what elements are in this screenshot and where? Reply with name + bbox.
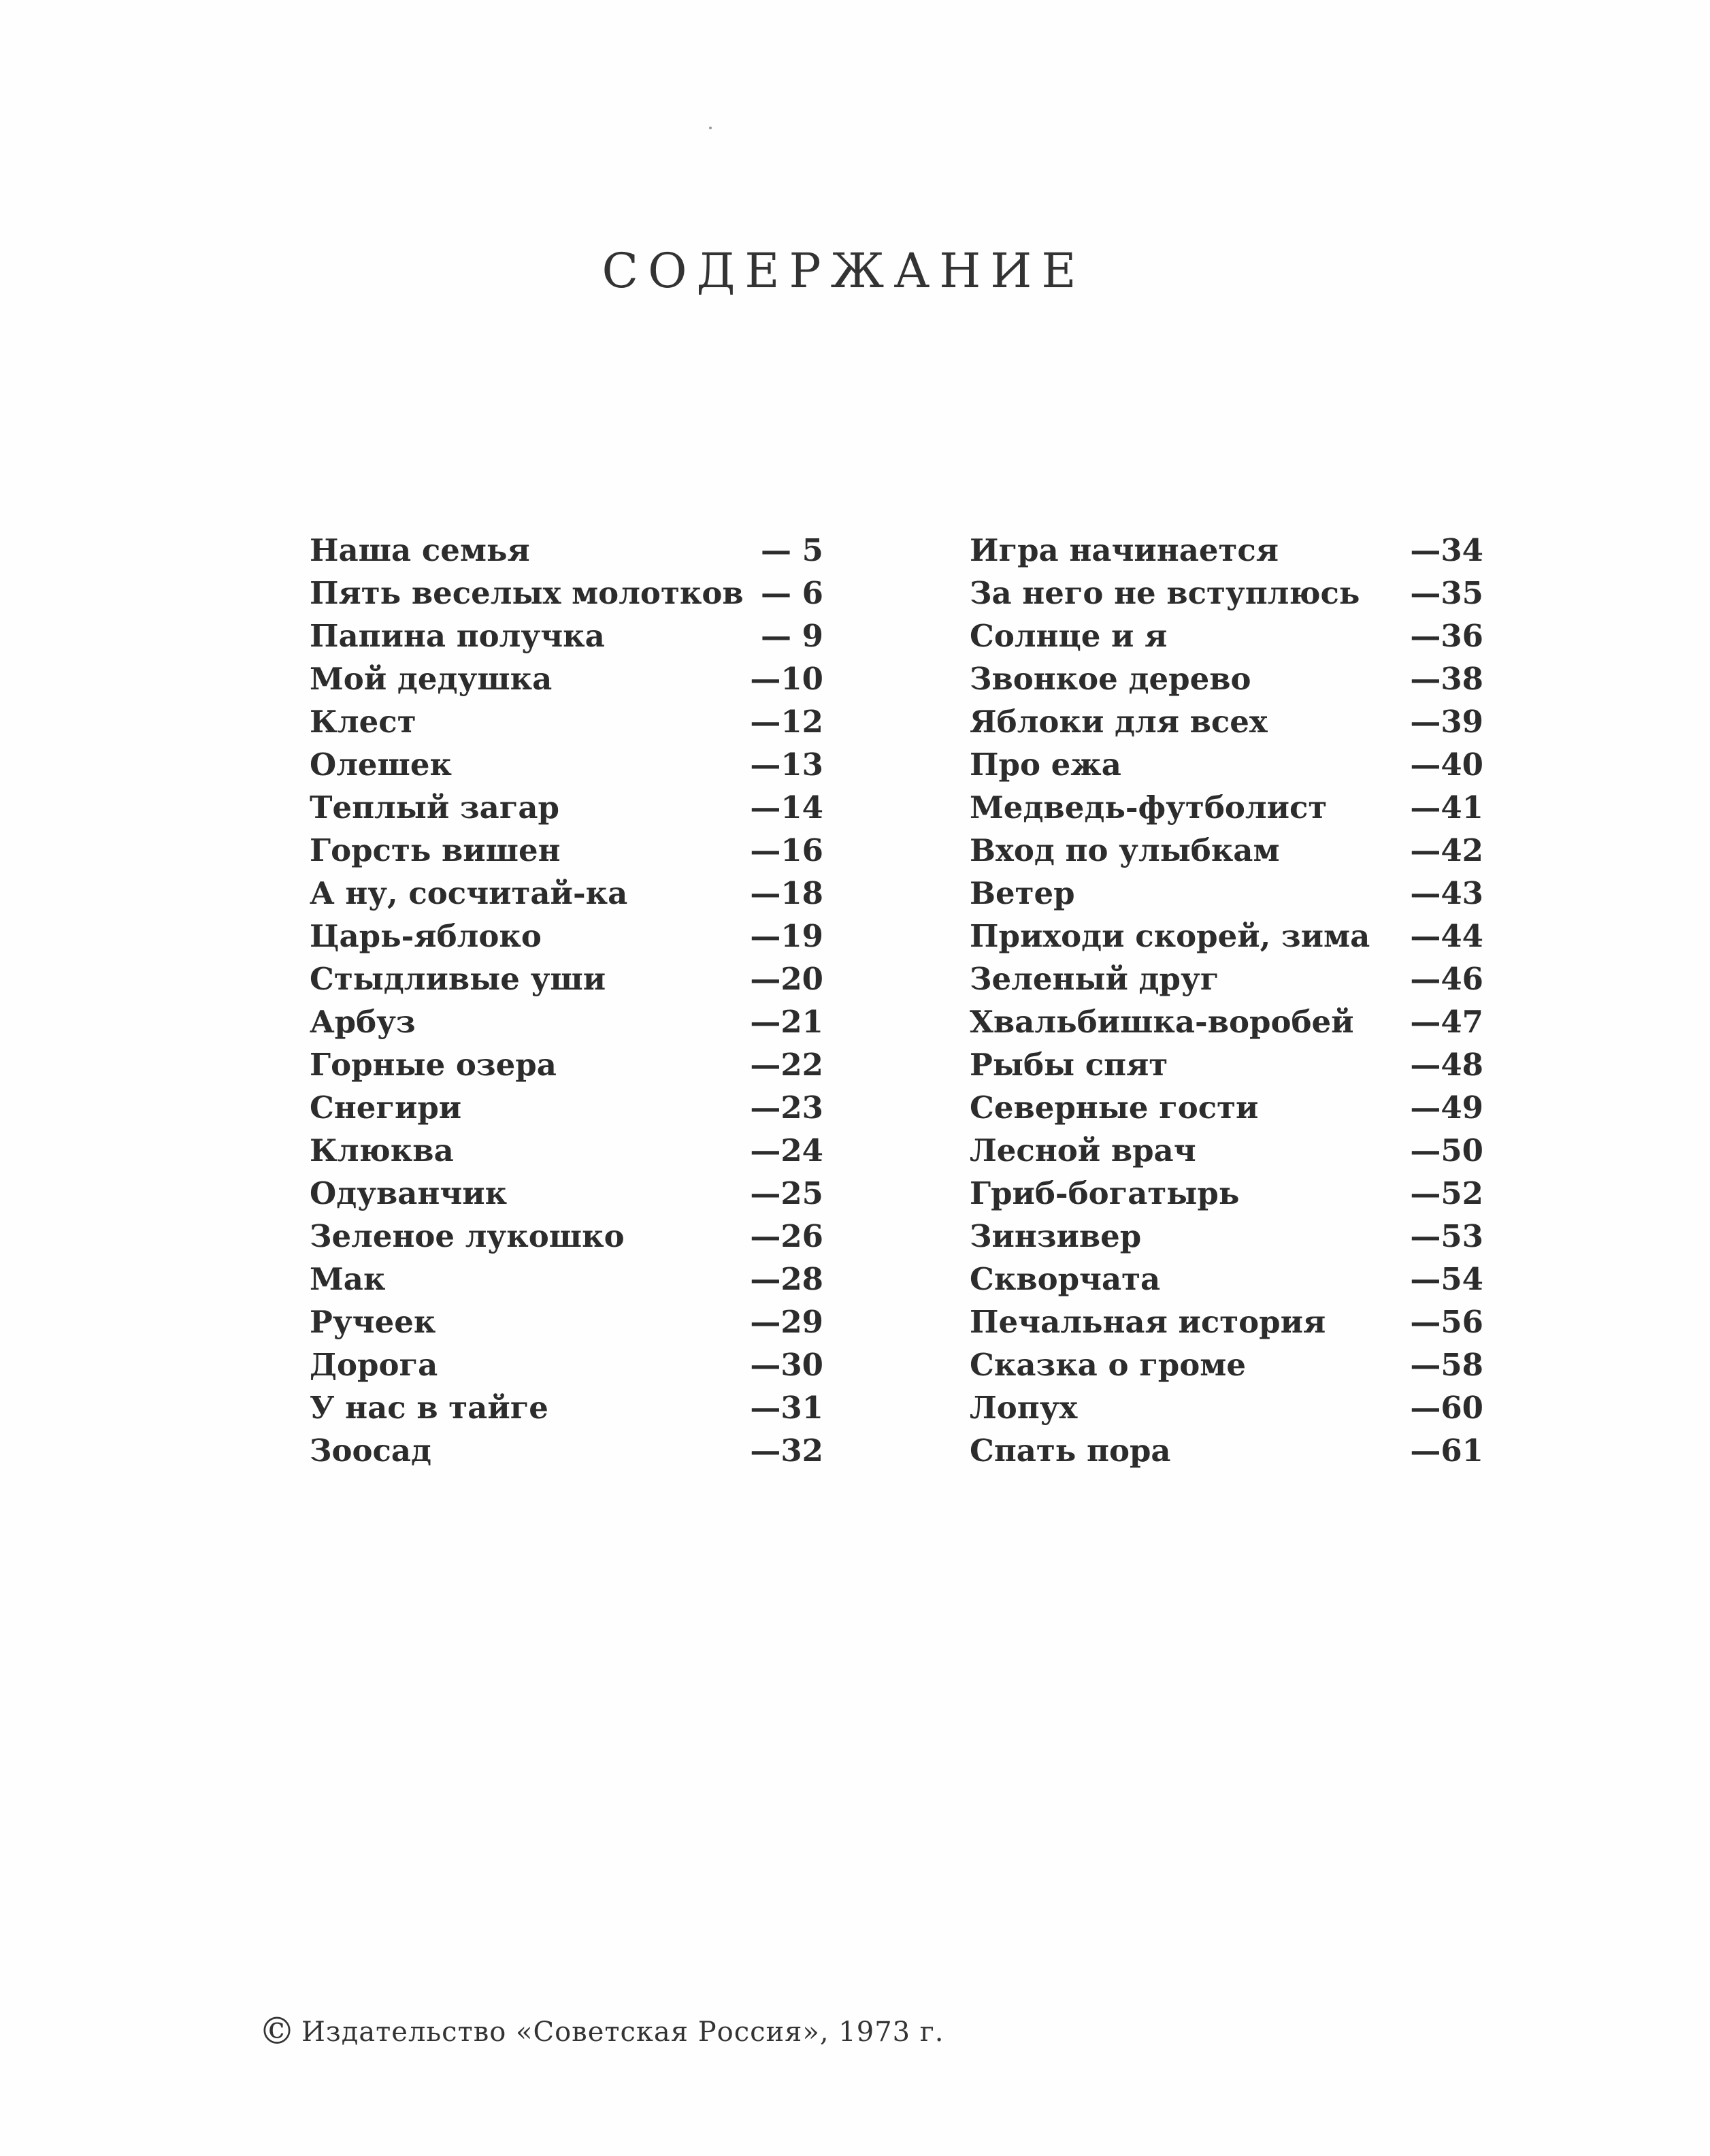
toc-entry-page: —42: [1410, 832, 1483, 868]
toc-entry[interactable]: [303, 787, 823, 829]
toc-entry-title: Наша семья: [310, 532, 530, 568]
toc-entry[interactable]: [303, 1430, 823, 1472]
toc-entry[interactable]: [303, 1044, 823, 1086]
toc-entry-title: Игра начинается: [970, 532, 1279, 568]
toc-entry-title: Одуванчик: [310, 1175, 508, 1211]
toc-entry-page: —25: [750, 1175, 823, 1211]
toc-entry-page: —58: [1410, 1347, 1483, 1383]
toc-entry-title: Зеленый друг: [970, 961, 1219, 997]
toc-entry-page: —35: [1410, 575, 1483, 611]
toc-entry-title: Горсть вишен: [310, 832, 561, 868]
toc-entry[interactable]: [963, 572, 1483, 615]
toc-entry-page: —61: [1410, 1433, 1483, 1469]
toc-entry-title: Приходи скорей, зима: [970, 918, 1370, 954]
toc-entry[interactable]: [963, 872, 1483, 915]
toc-entry[interactable]: [963, 1173, 1483, 1215]
toc-entry-page: —60: [1410, 1390, 1483, 1426]
toc-entry-page: —13: [750, 747, 823, 783]
toc-entry-title: Арбуз: [310, 1004, 416, 1040]
toc-entry-title: Теплый загар: [310, 789, 560, 826]
toc-entry-page: —19: [750, 918, 823, 954]
toc-entry-title: Дорога: [310, 1347, 438, 1383]
toc-entry-title: Рыбы спят: [970, 1047, 1168, 1083]
toc-entry-title: Царь-яблоко: [310, 918, 542, 954]
toc-entry-page: — 6: [761, 575, 823, 611]
toc-entry[interactable]: [963, 1087, 1483, 1129]
toc-entry-page: — 9: [761, 618, 823, 654]
toc-entry[interactable]: [963, 701, 1483, 743]
toc-entry-page: —26: [750, 1218, 823, 1254]
toc-entry-title: Лесной врач: [970, 1132, 1196, 1169]
toc-entry[interactable]: [303, 1387, 823, 1429]
stray-mark: [709, 127, 712, 129]
toc-entry-page: —39: [1410, 704, 1483, 740]
toc-entry-page: —43: [1410, 875, 1483, 911]
toc-entry[interactable]: [963, 1044, 1483, 1086]
toc-entry-title: Хвальбишка-воробей: [970, 1004, 1354, 1040]
toc-entry-title: За него не вступлюсь: [970, 575, 1360, 611]
toc-entry-page: —24: [750, 1132, 823, 1169]
toc-entry-title: Пять веселых молотков: [310, 575, 744, 611]
toc-entry-title: Клюква: [310, 1132, 454, 1169]
toc-entry-title: У нас в тайге: [310, 1390, 548, 1426]
toc-entry[interactable]: [963, 1215, 1483, 1258]
toc-entry-title: Мой дедушка: [310, 661, 553, 697]
toc-column-right: [963, 529, 1483, 1496]
toc-entry-page: —56: [1410, 1304, 1483, 1340]
toc-entry-title: Северные гости: [970, 1090, 1259, 1126]
toc-entry[interactable]: [963, 658, 1483, 700]
toc-entry[interactable]: [303, 1173, 823, 1215]
toc-entry-page: —50: [1410, 1132, 1483, 1169]
toc-entry[interactable]: [303, 872, 823, 915]
toc-entry[interactable]: [963, 615, 1483, 657]
toc-entry-page: —53: [1410, 1218, 1483, 1254]
toc-entry-title: Про ежа: [970, 747, 1121, 783]
toc-entry-title: Лопух: [970, 1390, 1078, 1426]
toc-entry-page: —28: [750, 1261, 823, 1297]
toc-entry-page: —49: [1410, 1090, 1483, 1126]
toc-entry-title: Мак: [310, 1261, 386, 1297]
toc-entry-page: —46: [1410, 961, 1483, 997]
toc-entry-title: Олешек: [310, 747, 453, 783]
toc-entry-title: Стыдливые уши: [310, 961, 606, 997]
toc-entry-page: —20: [750, 961, 823, 997]
toc-entry-title: Зеленое лукошко: [310, 1218, 625, 1254]
toc-entry-title: Звонкое дерево: [970, 661, 1251, 697]
toc-entry-title: Горные озера: [310, 1047, 557, 1083]
toc-entry[interactable]: [303, 1001, 823, 1043]
toc-entry-page: —48: [1410, 1047, 1483, 1083]
toc-entry[interactable]: [303, 1215, 823, 1258]
toc-entry[interactable]: [303, 615, 823, 657]
copyright-text: Издательство «Советская Россия», 1973 г.: [301, 2016, 944, 2048]
toc-entry-page: —18: [750, 875, 823, 911]
toc-entry-page: —16: [750, 832, 823, 868]
copyright-icon: ©: [259, 2010, 296, 2053]
copyright-notice: [259, 2010, 944, 2053]
toc-entry-page: —29: [750, 1304, 823, 1340]
toc-entry[interactable]: [303, 658, 823, 700]
toc-entry[interactable]: [303, 958, 823, 1000]
toc-entry-title: Гриб-богатырь: [970, 1175, 1240, 1211]
toc-entry-title: Снегири: [310, 1090, 462, 1126]
toc-entry[interactable]: [963, 1258, 1483, 1301]
toc-entry-page: —21: [750, 1004, 823, 1040]
toc-entry-title: Клест: [310, 704, 416, 740]
toc-entry-title: Ручеек: [310, 1304, 436, 1340]
toc-entry-title: Сказка о громе: [970, 1347, 1246, 1383]
toc-entry[interactable]: [303, 1087, 823, 1129]
toc-entry[interactable]: [303, 744, 823, 786]
toc-entry-title: Спать пора: [970, 1433, 1171, 1469]
toc-entry[interactable]: [303, 915, 823, 958]
toc-entry[interactable]: [303, 572, 823, 615]
toc-entry-page: —36: [1410, 618, 1483, 654]
toc-entry-page: —34: [1410, 532, 1483, 568]
toc-entry-page: —52: [1410, 1175, 1483, 1211]
toc-entry-title: Папина получка: [310, 618, 605, 654]
toc-entry-title: Зоосад: [310, 1433, 432, 1469]
toc-entry[interactable]: [963, 1430, 1483, 1472]
toc-entry-page: —12: [750, 704, 823, 740]
toc-entry[interactable]: [963, 1387, 1483, 1429]
toc-entry[interactable]: [963, 744, 1483, 786]
toc-column-left: [303, 529, 823, 1496]
toc-entry-title: Скворчата: [970, 1261, 1161, 1297]
toc-entry[interactable]: [963, 1130, 1483, 1172]
toc-entry[interactable]: [963, 787, 1483, 829]
toc-entry-page: —31: [750, 1390, 823, 1426]
toc-entry[interactable]: [963, 529, 1483, 572]
toc-entry[interactable]: [303, 529, 823, 572]
toc-entry-title: Печальная история: [970, 1304, 1326, 1340]
toc-entry[interactable]: [963, 1301, 1483, 1343]
toc-entry-page: —44: [1410, 918, 1483, 954]
toc-entry-page: —22: [750, 1047, 823, 1083]
toc-entry-page: —30: [750, 1347, 823, 1383]
toc-entry-title: Зинзивер: [970, 1218, 1142, 1254]
toc-entry[interactable]: [303, 1344, 823, 1386]
toc-entry[interactable]: [303, 1301, 823, 1343]
toc-entry-page: —23: [750, 1090, 823, 1126]
toc-entry-page: —40: [1410, 747, 1483, 783]
toc-entry-title: Вход по улыбкам: [970, 832, 1280, 868]
toc-entry[interactable]: [303, 1258, 823, 1301]
toc-entry[interactable]: [963, 958, 1483, 1000]
toc-entry[interactable]: [963, 915, 1483, 958]
toc-entry-page: —14: [750, 789, 823, 826]
toc-entry-title: Ветер: [970, 875, 1075, 911]
toc-entry[interactable]: [963, 830, 1483, 872]
toc-entry[interactable]: [303, 701, 823, 743]
toc-entry-page: —54: [1410, 1261, 1483, 1297]
toc-entry[interactable]: [963, 1001, 1483, 1043]
toc-entry-page: —10: [750, 661, 823, 697]
toc-entry-title: А ну, сосчитай-ка: [310, 875, 628, 911]
toc-entry-page: —32: [750, 1433, 823, 1469]
toc-entry-title: Яблоки для всех: [970, 704, 1268, 740]
toc-entry-title: Медведь-футболист: [970, 789, 1328, 826]
toc-entry-title: Солнце и я: [970, 618, 1168, 654]
toc-entry-page: —47: [1410, 1004, 1483, 1040]
toc-entry[interactable]: [963, 1344, 1483, 1386]
page-title: СОДЕРЖАНИЕ: [602, 242, 1086, 299]
toc-entry-page: —41: [1410, 789, 1483, 826]
toc-entry-page: —38: [1410, 661, 1483, 697]
toc-entry[interactable]: [303, 1130, 823, 1172]
toc-entry-page: — 5: [761, 532, 823, 568]
toc-entry[interactable]: [303, 830, 823, 872]
